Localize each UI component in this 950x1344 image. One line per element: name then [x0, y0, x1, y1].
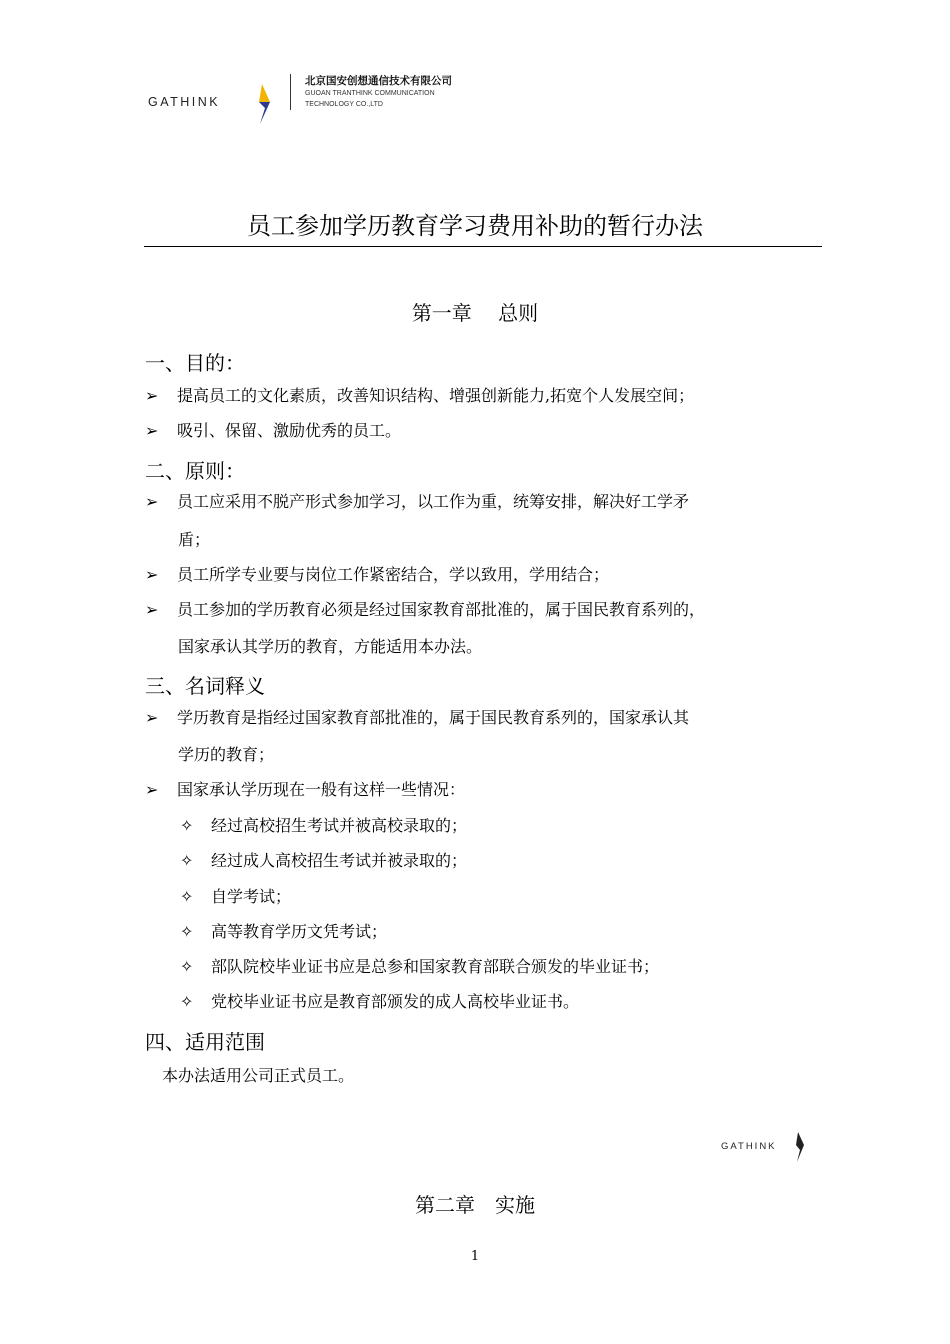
list-item-continuation: 国家承认其学历的教育，方能适用本办法。 [178, 637, 483, 656]
list-item-continuation: 盾； [178, 530, 211, 549]
list-item: ➢ 员工所学专业要与岗位工作紧密结合，学以致用，学用结合； [145, 565, 610, 584]
sub-bullet-diamond-icon: ✧ [180, 887, 194, 906]
section-3-heading: 三、名词释义 [145, 674, 265, 698]
page-number: 1 [470, 1249, 480, 1264]
sub-list-item: ✧ 高等教育学历文凭考试； [180, 922, 388, 941]
sub-bullet-diamond-icon: ✧ [180, 922, 194, 941]
section-4-text: 本办法适用公司正式员工。 [162, 1066, 355, 1085]
section-2-heading: 二、原则： [145, 459, 245, 483]
sub-bullet-diamond-icon: ✧ [180, 851, 194, 870]
sub-list-item: ✧ 自学考试； [180, 887, 292, 906]
list-item: ➢ 员工应采用不脱产形式参加学习，以工作为重，统筹安排，解决好工学矛 [145, 492, 690, 511]
document-title: 员工参加学历教育学习费用补助的暂行办法 [247, 212, 703, 240]
company-name-en-line1: GUOAN TRANTHINK COMMUNICATION [305, 90, 435, 97]
sub-bullet-diamond-icon: ✧ [180, 957, 194, 976]
list-item: ➢ 学历教育是指经过国家教育部批准的，属于国民教育系列的，国家承认其 [145, 708, 690, 727]
chapter-1-heading: 第一章 总则 [411, 301, 539, 325]
bullet-arrow-icon: ➢ [145, 386, 159, 405]
bullet-arrow-icon: ➢ [145, 600, 159, 619]
sub-list-item: ✧ 经过成人高校招生考试并被录取的； [180, 851, 468, 870]
company-name-cn: 北京国安创想通信技术有限公司 [305, 75, 452, 87]
logo-mark-icon [254, 84, 272, 124]
title-underline [144, 246, 822, 247]
chapter-2-heading: 第二章 实施 [415, 1193, 535, 1217]
sub-list-item: ✧ 党校毕业证书应是教育部颁发的成人高校毕业证书。 [180, 992, 580, 1011]
company-name-en-line2: TECHNOLOGY CO.,LTD [305, 101, 383, 108]
sub-list-item: ✧ 经过高校招生考试并被高校录取的； [180, 816, 468, 835]
list-item: ➢ 员工参加的学历教育必须是经过国家教育部批准的，属于国民教育系列的， [145, 600, 706, 619]
list-item: ➢ 提高员工的文化素质，改善知识结构、增强创新能力,拓宽个人发展空间； [145, 386, 695, 405]
footer-mark-top [796, 1132, 804, 1145]
sub-bullet-diamond-icon: ✧ [180, 816, 194, 835]
logo-divider [290, 74, 291, 110]
bullet-arrow-icon: ➢ [145, 492, 159, 511]
logo-mark-blue [259, 102, 270, 124]
bullet-arrow-icon: ➢ [145, 565, 159, 584]
bullet-arrow-icon: ➢ [145, 421, 159, 440]
logo-mark-yellow [259, 84, 270, 102]
footer-logo-mark-icon [792, 1132, 806, 1162]
section-4-heading: 四、适用范围 [145, 1030, 265, 1054]
bullet-arrow-icon: ➢ [145, 708, 159, 727]
list-item-continuation: 学历的教育； [178, 745, 275, 764]
sub-list-item: ✧ 部队院校毕业证书应是总参和国家教育部联合颁发的毕业证书； [180, 957, 660, 976]
sub-bullet-diamond-icon: ✧ [180, 992, 194, 1011]
bullet-arrow-icon: ➢ [145, 780, 159, 799]
list-item: ➢ 国家承认学历现在一般有这样一些情况： [145, 780, 466, 799]
footer-logo-wordmark: GATHINK [721, 1141, 777, 1152]
footer-mark-bottom [796, 1145, 804, 1162]
logo-wordmark: GATHINK [148, 95, 221, 109]
section-1-heading: 一、目的： [145, 351, 245, 375]
list-item: ➢ 吸引、保留、激励优秀的员工。 [145, 421, 402, 440]
